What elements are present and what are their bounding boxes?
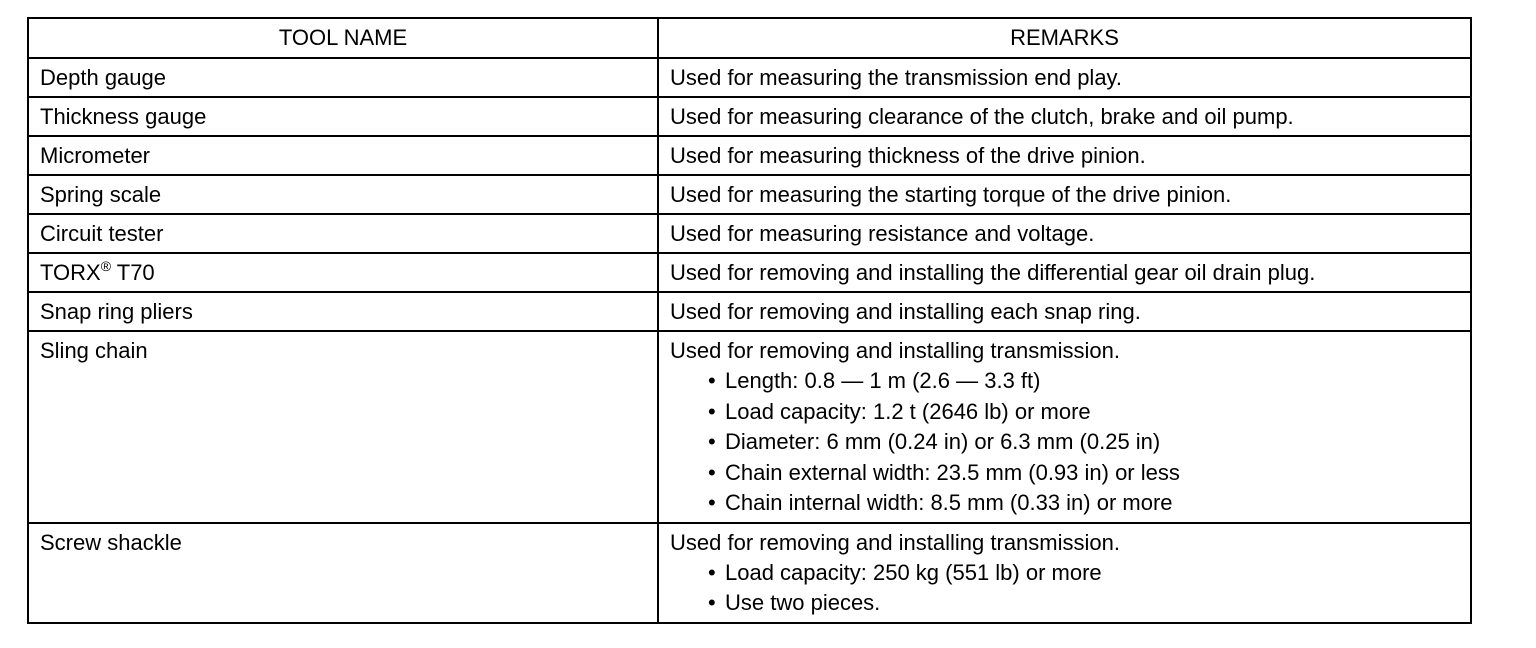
tool-table (27, 17, 1472, 624)
remark-cell: Used for measuring resistance and voltage. (658, 214, 1471, 253)
remark-bullet: • Load capacity: 1.2 t (2646 lb) or more (708, 397, 1460, 428)
remark-cell (658, 523, 1471, 623)
tool-name-cell: Circuit tester (28, 214, 658, 253)
tool-name-cell: Screw shackle (28, 523, 658, 623)
tool-name-cell (28, 253, 658, 292)
table-row (28, 214, 1471, 253)
remark-text: Used for removing and installing transmission. (670, 338, 1120, 363)
remark-bullet-list (670, 366, 1460, 519)
remark-cell: Used for measuring the starting torque of the drive pinion. (658, 175, 1471, 214)
registered-mark: ® (100, 258, 112, 274)
table-row (28, 523, 1471, 623)
remark-bullet: • Chain internal width: 8.5 mm (0.33 in) or more (708, 488, 1460, 519)
tool-name-cell: Thickness gauge (28, 97, 658, 136)
tool-name-cell: Micrometer (28, 136, 658, 175)
table-row (28, 175, 1471, 214)
table-row (28, 292, 1471, 331)
remark-cell: Used for measuring thickness of the drive pinion. (658, 136, 1471, 175)
remark-bullet: • Diameter: 6 mm (0.24 in) or 6.3 mm (0.25 in) (708, 427, 1460, 458)
table-row (28, 58, 1471, 97)
table-row (28, 136, 1471, 175)
header-tool-name: TOOL NAME (28, 18, 658, 58)
tool-name-cell: Depth gauge (28, 58, 658, 97)
table-row (28, 253, 1471, 292)
remark-cell: Used for measuring clearance of the clutch, brake and oil pump. (658, 97, 1471, 136)
tool-name-cell: Sling chain (28, 331, 658, 523)
remark-bullet: • Use two pieces. (708, 588, 1460, 619)
table-row (28, 97, 1471, 136)
remark-cell: Used for removing and installing the differential gear oil drain plug. (658, 253, 1471, 292)
remark-bullet: • Length: 0.8 — 1 m (2.6 — 3.3 ft) (708, 366, 1460, 397)
remark-cell: Used for measuring the transmission end play. (658, 58, 1471, 97)
remark-bullet-list (670, 558, 1460, 619)
tool-name-suffix: T70 (111, 260, 155, 285)
remark-bullet: • Load capacity: 250 kg (551 lb) or more (708, 558, 1460, 589)
tool-name-cell: Snap ring pliers (28, 292, 658, 331)
table-header-row (28, 18, 1471, 58)
remark-cell: Used for removing and installing each snap ring. (658, 292, 1471, 331)
header-remarks: REMARKS (658, 18, 1471, 58)
table-row (28, 331, 1471, 523)
remark-bullet: • Chain external width: 23.5 mm (0.93 in) or less (708, 458, 1460, 489)
remark-text: Used for removing and installing transmission. (670, 529, 1120, 555)
tool-name-cell: Spring scale (28, 175, 658, 214)
tool-name-text: TORX (40, 260, 101, 285)
remark-cell (658, 331, 1471, 523)
